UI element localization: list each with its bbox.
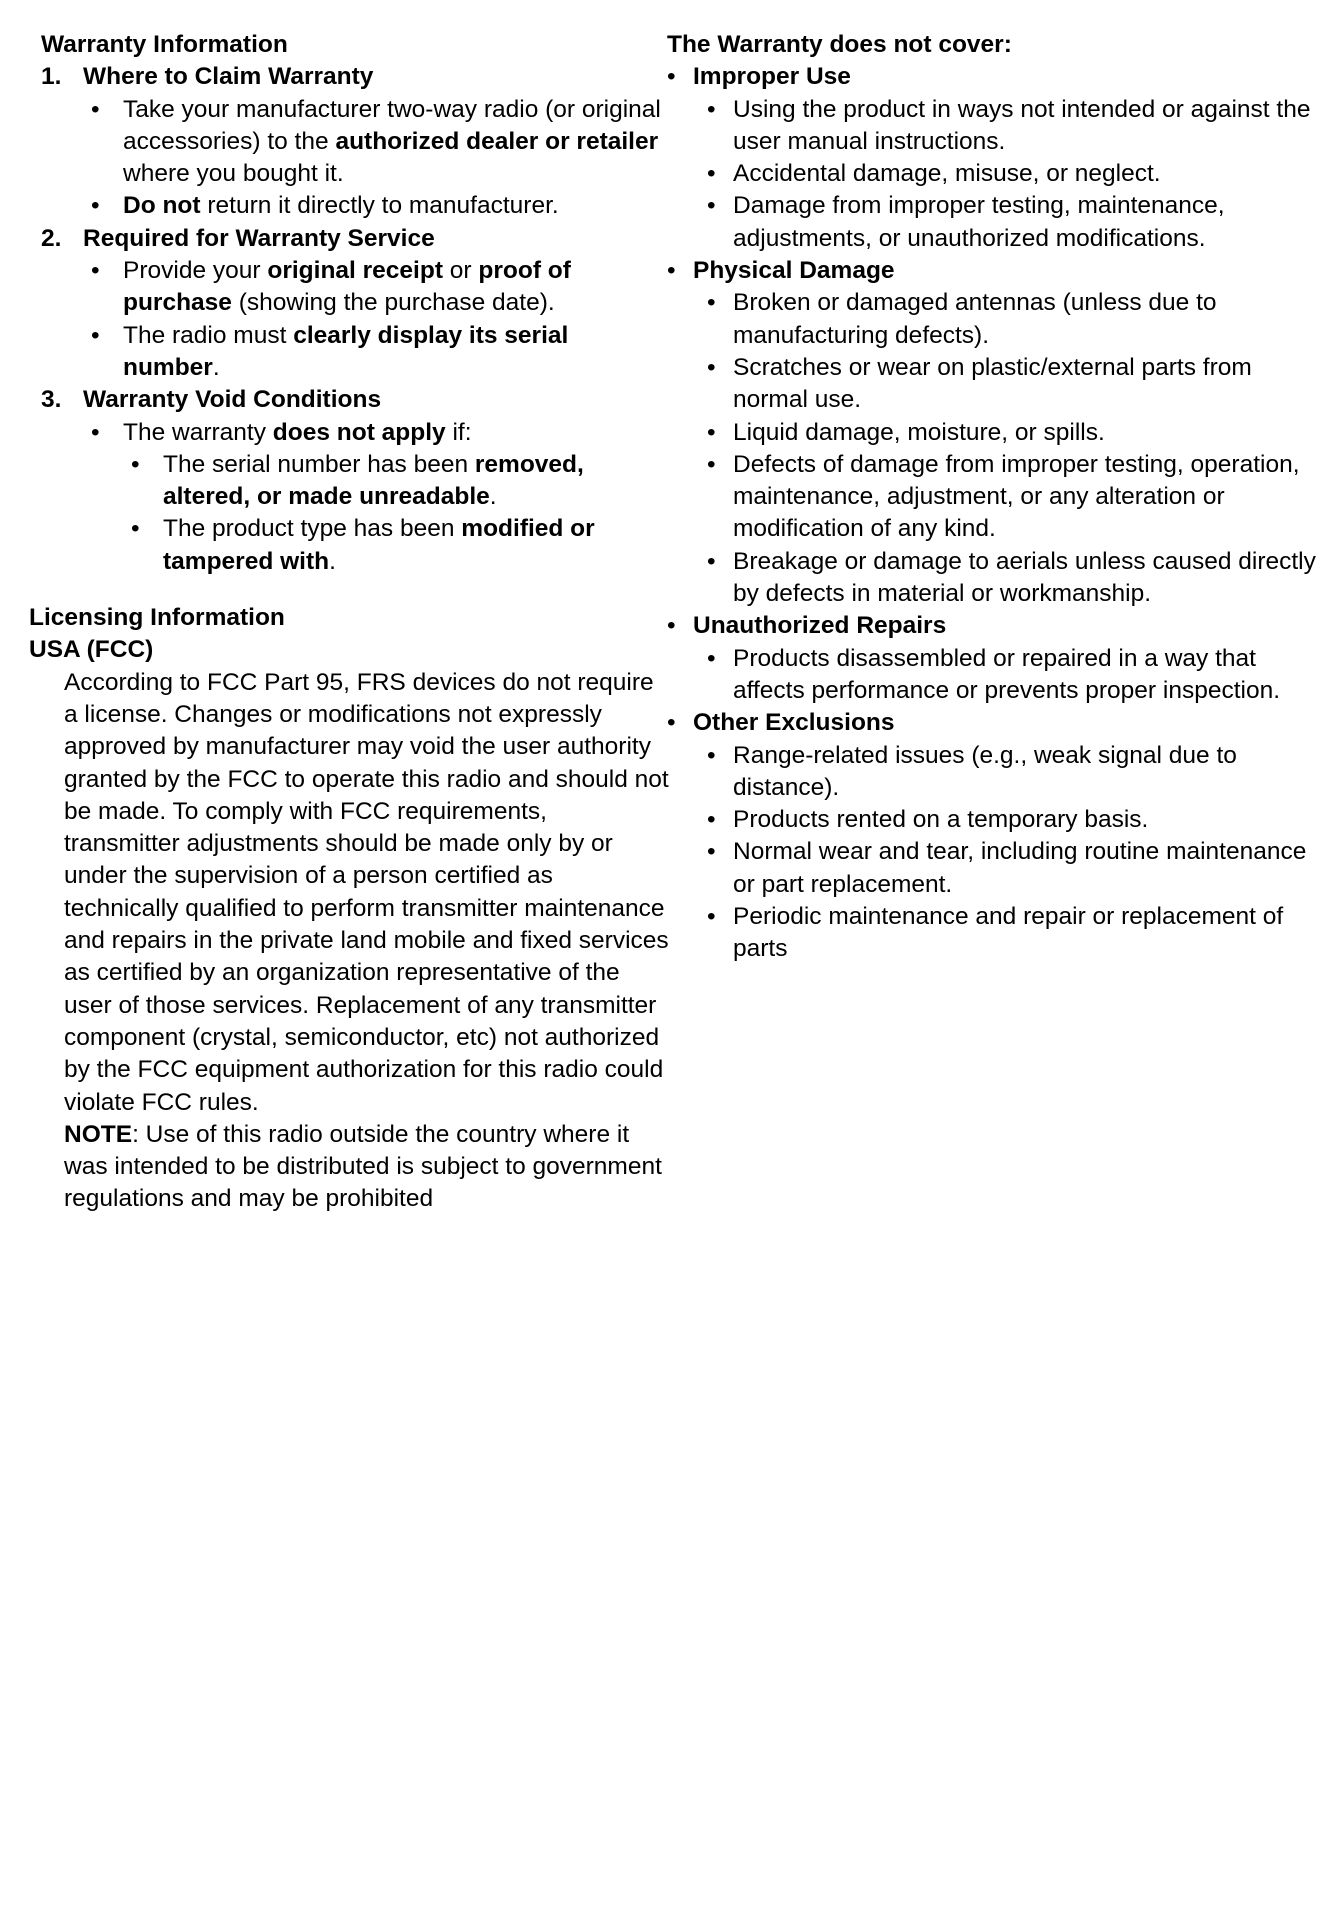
list-item: • Provide your original receipt or proof of purchase (showing the purchase date). <box>91 257 571 317</box>
bullet-icon: • <box>91 95 100 123</box>
bullet-icon: • <box>91 418 100 446</box>
list-item <box>667 836 1317 901</box>
bullet-icon: • <box>707 806 716 834</box>
list-item-text: Accidental damage, misuse, or neglect. <box>733 160 1161 188</box>
list-item <box>667 190 1317 255</box>
not-covered-title: The Warranty does not cover: <box>667 31 1012 58</box>
list-item <box>667 804 1317 836</box>
list-item <box>667 546 1317 611</box>
list-item: • The radio must clearly display its serial number. <box>91 321 569 381</box>
licensing-subtitle: USA (FCC) <box>29 636 154 664</box>
exclusion-group-heading <box>667 707 1317 739</box>
spacer <box>29 578 669 602</box>
bullet-icon: • <box>707 418 716 446</box>
bullet-icon: • <box>707 289 716 317</box>
bullet-icon: • <box>667 612 676 640</box>
exclusion-group-title: Physical Damage <box>693 257 895 285</box>
licensing-title: Licensing Information <box>29 604 285 632</box>
bullet-icon: • <box>667 709 676 737</box>
exclusion-group-heading <box>667 255 1317 287</box>
list-item <box>667 352 1317 417</box>
list-item-text: Normal wear and tear, including routine maintenance or part replacement. <box>733 838 1307 898</box>
bullet-icon: • <box>707 547 716 575</box>
bullet-icon: • <box>707 903 716 931</box>
exclusion-group-heading <box>667 610 1317 642</box>
exclusion-group-title: Improper Use <box>693 63 851 91</box>
bullet-icon: • <box>91 192 100 220</box>
section-2-heading <box>41 223 669 255</box>
licensing-note <box>29 1119 669 1216</box>
bullet-icon: • <box>667 63 676 91</box>
list-item-text: Breakage or damage to aerials unless caused directly by defects in material or workmanship. <box>733 547 1316 608</box>
list-item-text: Scratches or wear on plastic/external parts from normal use. <box>733 353 1252 414</box>
list-item <box>667 287 1317 352</box>
bullet-icon: • <box>707 644 716 672</box>
section-3-heading <box>41 384 669 416</box>
section-3-number: 3. <box>41 386 62 414</box>
bullet-icon: • <box>667 257 676 285</box>
list-item <box>667 901 1317 966</box>
list-item: • Take your manufacturer two-way radio (or original accessories) to the authorized dealer or retailer where you bought it. <box>91 95 661 188</box>
section-2-number: 2. <box>41 224 62 252</box>
bullet-icon: • <box>707 192 716 220</box>
bullet-icon: • <box>91 257 100 285</box>
list-item-text: Broken or damaged antennas (unless due to manufacturing defects). <box>733 289 1217 349</box>
list-item <box>667 643 1317 708</box>
section-1-number: 1. <box>41 63 62 91</box>
section-1-list <box>29 94 669 223</box>
right-column <box>667 29 1317 966</box>
exclusion-group-title: Unauthorized Repairs <box>693 612 947 640</box>
list-item-text: Products rented on a temporary basis. <box>733 806 1149 834</box>
section-3-title: Warranty Void Conditions <box>83 386 382 414</box>
section-3-list <box>29 417 669 578</box>
exclusion-group-heading <box>667 61 1317 93</box>
note-label: NOTE <box>64 1120 133 1148</box>
list-item <box>667 158 1317 190</box>
list-item-text: Liquid damage, moisture, or spills. <box>733 418 1105 446</box>
list-item-text: Range-related issues (e.g., weak signal due to distance). <box>733 741 1237 801</box>
list-item <box>667 740 1317 805</box>
list-item <box>667 94 1317 159</box>
bullet-icon: • <box>707 450 716 478</box>
warranty-title: Warranty Information <box>41 31 288 58</box>
exclusion-group-title: Other Exclusions <box>693 709 895 737</box>
section-2-title: Required for Warranty Service <box>83 224 435 252</box>
section-1-title: Where to Claim Warranty <box>83 63 374 91</box>
section-1-heading <box>41 61 669 93</box>
left-column <box>29 29 669 1216</box>
bullet-icon: • <box>707 353 716 381</box>
note-text: : Use of this radio outside the country where it was intended to be distributed is subject to government regulations and may be prohibited <box>64 1120 662 1213</box>
list-item: • Do not return it directly to manufacturer. <box>41 190 669 222</box>
bullet-icon: • <box>707 160 716 188</box>
bullet-icon: • <box>91 321 100 349</box>
list-item: • The serial number has been removed, altered, or made unreadable. <box>131 450 584 511</box>
bullet-icon: • <box>707 741 716 769</box>
list-item-text: Using the product in ways not intended or against the user manual instructions. <box>733 95 1311 155</box>
bullet-icon: • <box>707 95 716 123</box>
list-item-text: Defects of damage from improper testing, operation, maintenance, adjustment, or any alteration or modification of any kind. <box>733 450 1300 543</box>
bullet-icon: • <box>131 515 140 543</box>
bullet-icon: • <box>707 838 716 866</box>
list-item: • The product type has been modified or tampered with. <box>131 515 595 575</box>
list-item <box>667 449 1317 546</box>
list-item-text: Periodic maintenance and repair or replacement of parts <box>733 903 1284 963</box>
exclusion-groups <box>667 61 1317 965</box>
section-2-list <box>29 255 669 384</box>
list-item-text: Damage from improper testing, maintenance, adjustments, or unauthorized modifications. <box>733 192 1225 252</box>
list-item <box>667 417 1317 449</box>
licensing-body: According to FCC Part 95, FRS devices do not require a license. Changes or modifications not expressly approved by manufacturer may void the user authority granted by the FCC to operate this radio and should not be made. To comply with FCC requirements, transmitter adjustments should be made only by or under the supervision of a person certified as technically qualified to perform transmitter maintenance and repairs in the private land mobile and fixed services as certified by an organization representative of the user of those services. Replacement of any transmitter component (crystal, semiconductor, etc) not authorized by the FCC equipment authorization for this radio could violate FCC rules. <box>64 668 669 1116</box>
list-item: • The warranty does not apply if: <box>41 417 669 449</box>
list-item-text: Products disassembled or repaired in a way that affects performance or prevents proper inspection. <box>733 644 1281 704</box>
bullet-icon: • <box>131 450 140 478</box>
